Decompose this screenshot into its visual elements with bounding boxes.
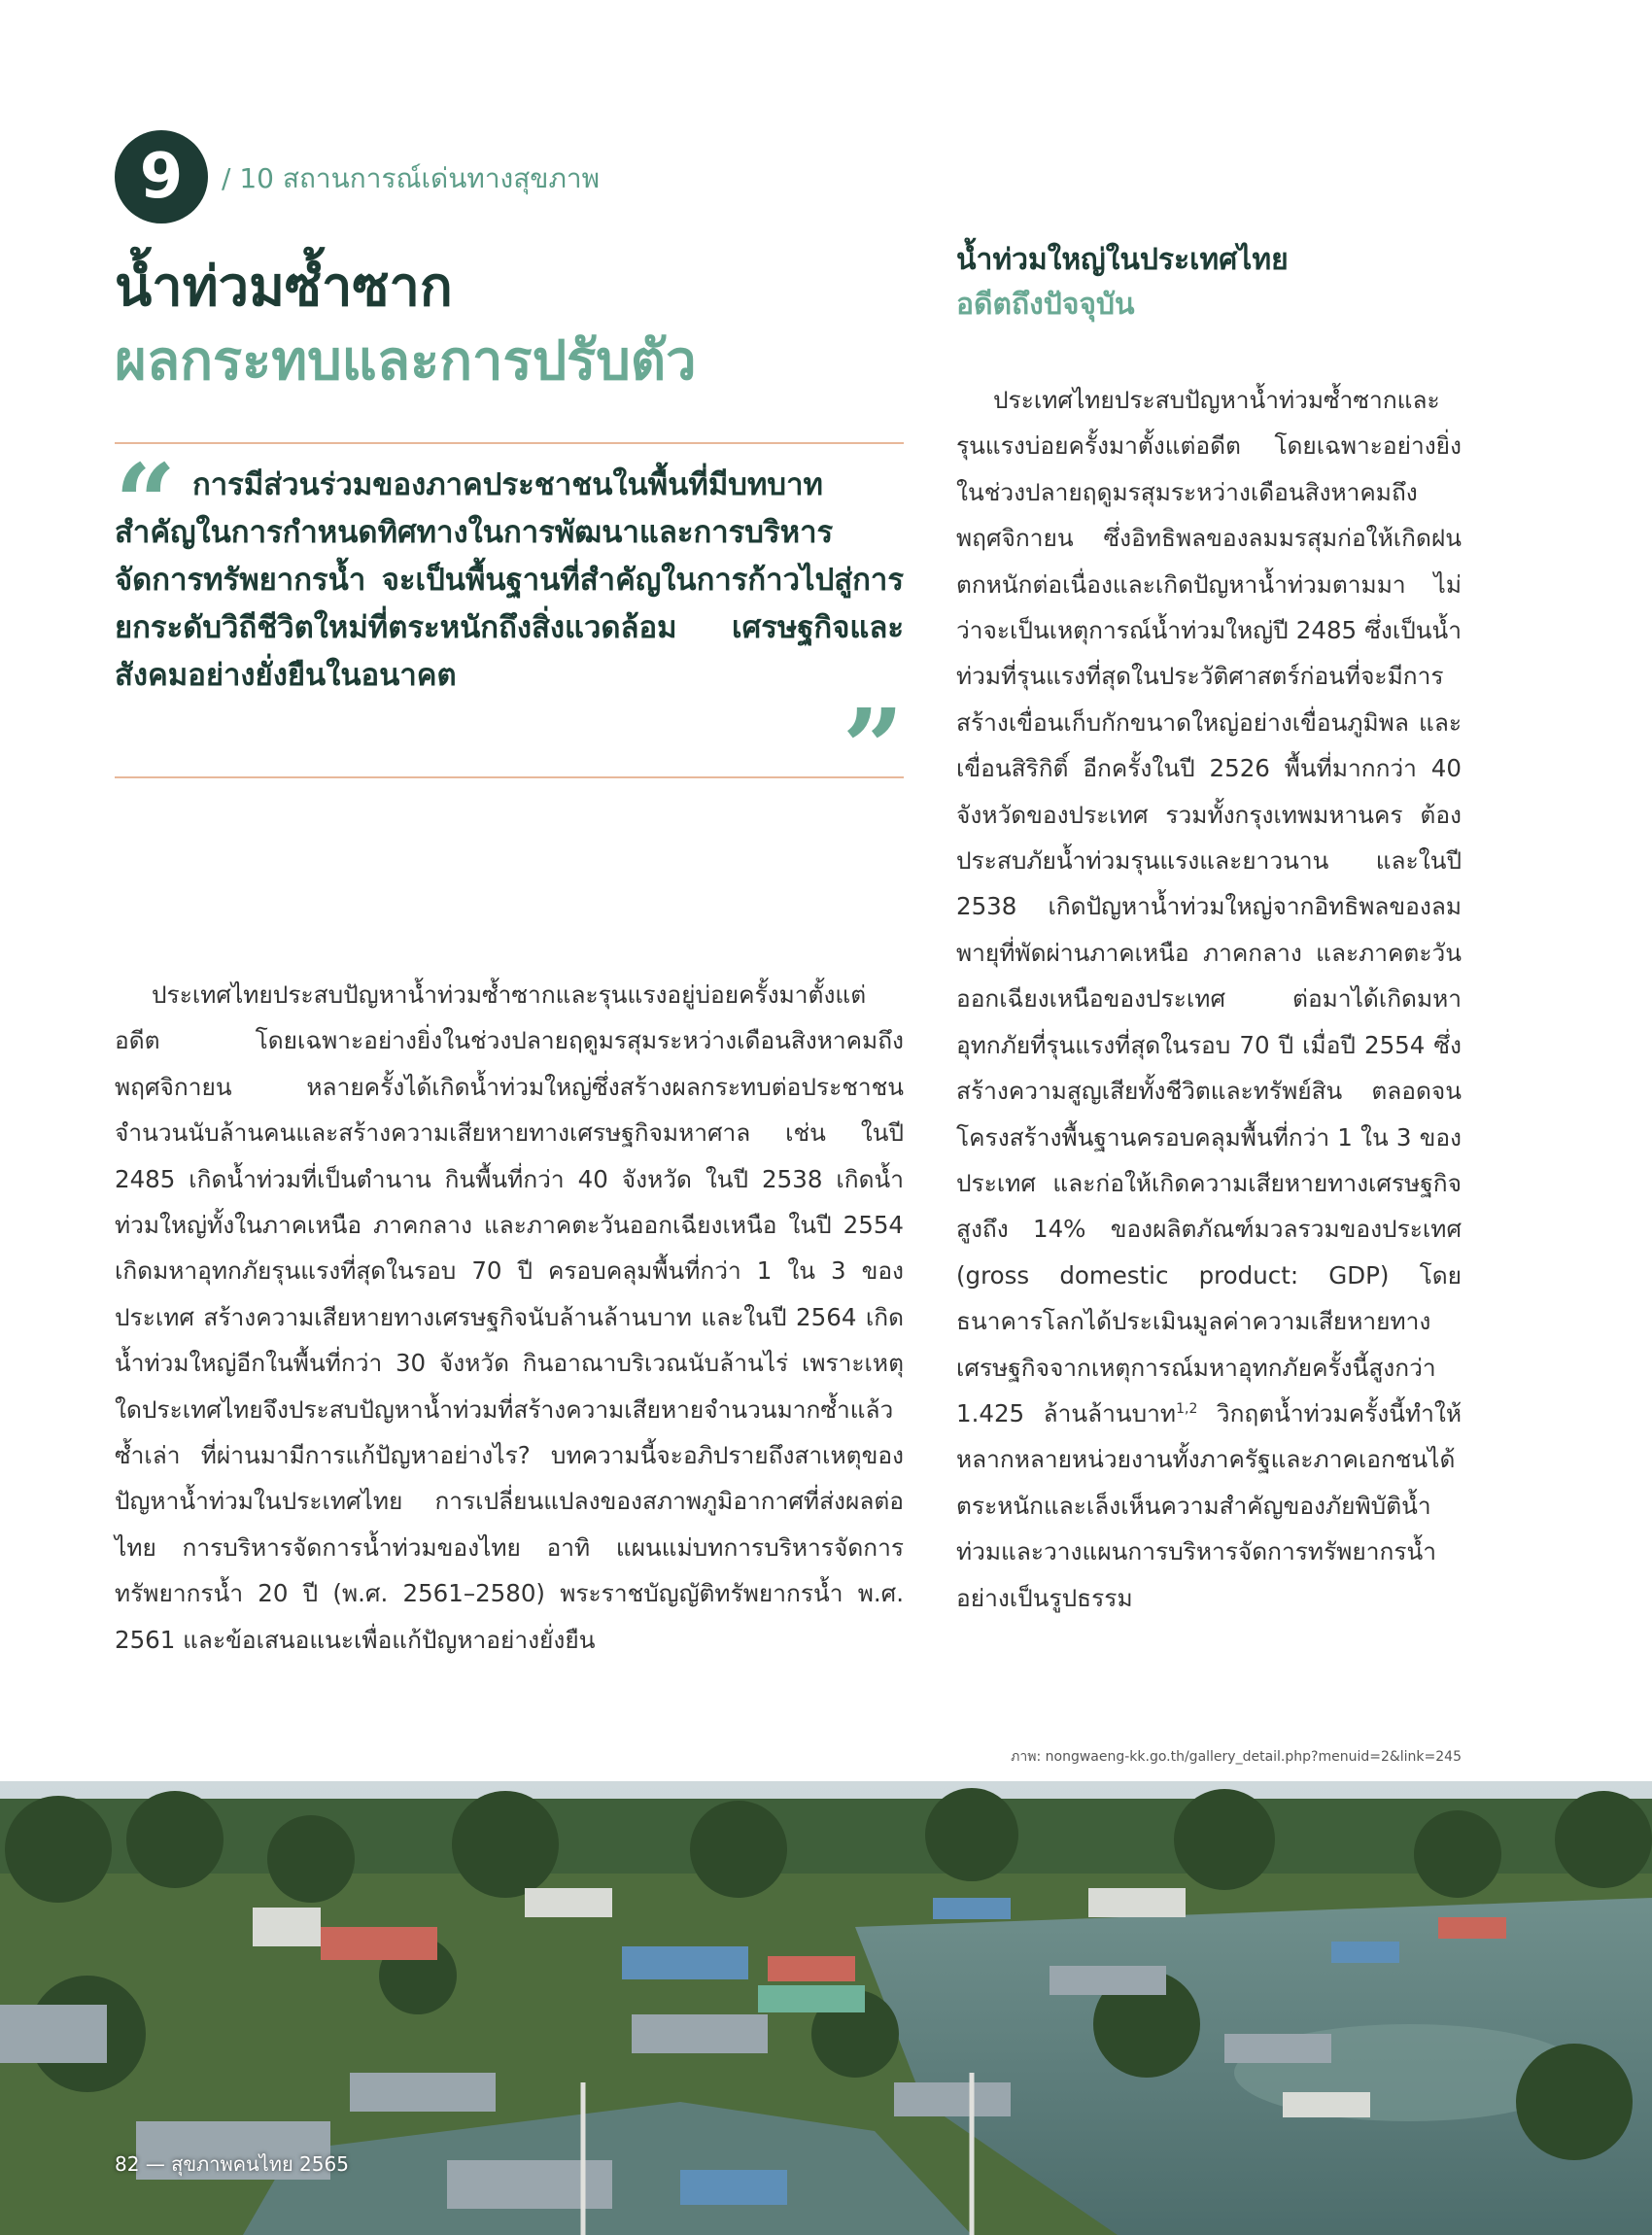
series-label: / 10 สถานการณ์เด่นทางสุขภาพ	[222, 162, 601, 194]
section-heading-line2: อดีตถึงปัจจุบัน	[956, 288, 1135, 322]
chapter-number-badge: 9	[115, 130, 208, 224]
pull-quote-text: การมีส่วนร่วมของภาคประชาชนในพื้นที่มีบทบาทสำคัญในการกำหนดทิศทางในการพัฒนาและการบริหารจัดการทรัพยากรน้ำ จะเป็นพื้นฐานที่สำคัญในการก้าวไปสู่การยกระดับวิถีชีวิตใหม่ที่ตระหนักถึงสิ่งแวดล้อม เศรษฐกิจและสังคมอย่างยั่งยืนในอนาคต	[115, 467, 904, 693]
section-body-text-cont: วิกฤตน้ำท่วมครั้งนี้ทำให้หลากหลายหน่วยงานทั้งภาครัฐและภาคเอกชนได้ตระหนักและเล็งเห็นความสำคัญของภัยพิบัติน้ำท่วมและวางแผนการบริหารจัดการทรัพยากรน้ำอย่างเป็นรูปธรรม	[956, 1398, 1462, 1612]
pull-quote	[115, 440, 904, 810]
reference-marker: 1,2	[1176, 1400, 1198, 1417]
page-footer	[115, 2149, 349, 2180]
page-number: 82	[115, 2152, 140, 2176]
publication-name: สุขภาพคนไทย 2565	[171, 2152, 349, 2176]
footer-separator: —	[145, 2152, 165, 2176]
open-quote-icon: “	[115, 440, 177, 566]
article-title-line1: น้ำท่วมซ้ำซาก	[115, 256, 453, 319]
section-body-text: ประเทศไทยประสบปัญหาน้ำท่วมซ้ำซากและรุนแรงบ่อยครั้งมาตั้งแต่อดีต โดยเฉพาะอย่างยิ่งในช่วงปลายฤดูมรสุมระหว่างเดือนสิงหาคมถึงพฤศจิกายน ซึ่งอิทธิพลของลมมรสุมก่อให้เกิดฝนตกหนักต่อเนื่องและเกิดปัญหาน้ำท่วมตามมา ไม่ว่าจะเป็นเหตุการณ์น้ำท่วมใหญ่ปี 2485 ซึ่งเป็นน้ำท่วมที่รุนแรงที่สุดในประวัติศาสตร์ก่อนที่จะมีการสร้างเขื่อนเก็บกักขนาดใหญ่อย่างเขื่อนภูมิพล และเขื่อนสิริกิติ์ อีกครั้งในปี 2526 พื้นที่มากกว่า 40 จังหวัดของประเทศ รวมทั้งกรุงเทพมหานคร ต้องประสบภัยน้ำท่วมรุนแรงและยาวนาน และในปี 2538 เกิดปัญหาน้ำท่วมใหญ่จากอิทธิพลของลมพายุที่พัดผ่านภาคเหนือ ภาคกลาง และภาคตะวันออกเฉียงเหนือของประเทศ ต่อมาได้เกิดมหาอุทกภัยที่รุนแรงที่สุดในรอบ 70 ปี เมื่อปี 2554 ซึ่งสร้างความสูญเสียทั้งชีวิตและทรัพย์สิน ตลอดจนโครงสร้างพื้นฐานครอบคลุมพื้นที่กว่า 1 ใน 3 ของประเทศ และก่อให้เกิดความเสียหายทางเศรษฐกิจสูงถึง 14% ของผลิตภัณฑ์มวลรวมของประเทศ (gross domestic product: GDP) โดยธนาคารโลกได้ประเมินมูลค่าความเสียหายทางเศรษฐกิจจากเหตุการณ์มหาอุทกภัยครั้งนี้สูงกว่า 1.425 ล้านล้านบาท	[956, 386, 1462, 1427]
section-body	[956, 377, 1462, 1621]
photo-credit: ภาพ: nongwaeng-kk.go.th/gallery_detail.php?menuid=2&link=245	[1011, 1749, 1462, 1765]
section-heading-line1: น้ำท่วมใหญ่ในประเทศไทย	[956, 243, 1289, 277]
article-title-line2: ผลกระทบและการปรับตัว	[115, 329, 697, 393]
intro-paragraph: ประเทศไทยประสบปัญหาน้ำท่วมซ้ำซากและรุนแรงอยู่บ่อยครั้งมาตั้งแต่อดีต โดยเฉพาะอย่างยิ่งในช่วงปลายฤดูมรสุมระหว่างเดือนสิงหาคมถึงพฤศจิกายน หลายครั้งได้เกิดน้ำท่วมใหญ่ซึ่งสร้างผลกระทบต่อประชาชนจำนวนนับล้านคนและสร้างความเสียหายทางเศรษฐกิจมหาศาล เช่น ในปี 2485 เกิดน้ำท่วมที่เป็นตำนาน กินพื้นที่กว่า 40 จังหวัด ในปี 2538 เกิดน้ำท่วมใหญ่ทั้งในภาคเหนือ ภาคกลาง และภาคตะวันออกเฉียงเหนือ ในปี 2554 เกิดมหาอุทกภัยรุนแรงที่สุดในรอบ 70 ปี ครอบคลุมพื้นที่กว่า 1 ใน 3 ของประเทศ สร้างความเสียหายทางเศรษฐกิจนับล้านล้านบาท และในปี 2564 เกิดน้ำท่วมใหญ่อีกในพื้นที่กว่า 30 จังหวัด กินอาณาบริเวณนับล้านไร่ เพราะเหตุใดประเทศไทยจึงประสบปัญหาน้ำท่วมที่สร้างความเสียหายจำนวนมากซ้ำแล้วซ้ำเล่า ที่ผ่านมามีการแก้ปัญหาอย่างไร? บทความนี้จะอภิปรายถึงสาเหตุของปัญหาน้ำท่วมในประเทศไทย การเปลี่ยนแปลงของสภาพภูมิอากาศที่ส่งผลต่อไทย การบริหารจัดการน้ำท่วมของไทย อาทิ แผนแม่บทการบริหารจัดการทรัพยากรน้ำ 20 ปี (พ.ศ. 2561–2580) พระราชบัญญัติทรัพยากรน้ำ พ.ศ. 2561 และข้อเสนอแนะเพื่อแก้ปัญหาอย่างยั่งยืน	[115, 980, 904, 1654]
close-quote-icon: ”	[842, 685, 904, 810]
